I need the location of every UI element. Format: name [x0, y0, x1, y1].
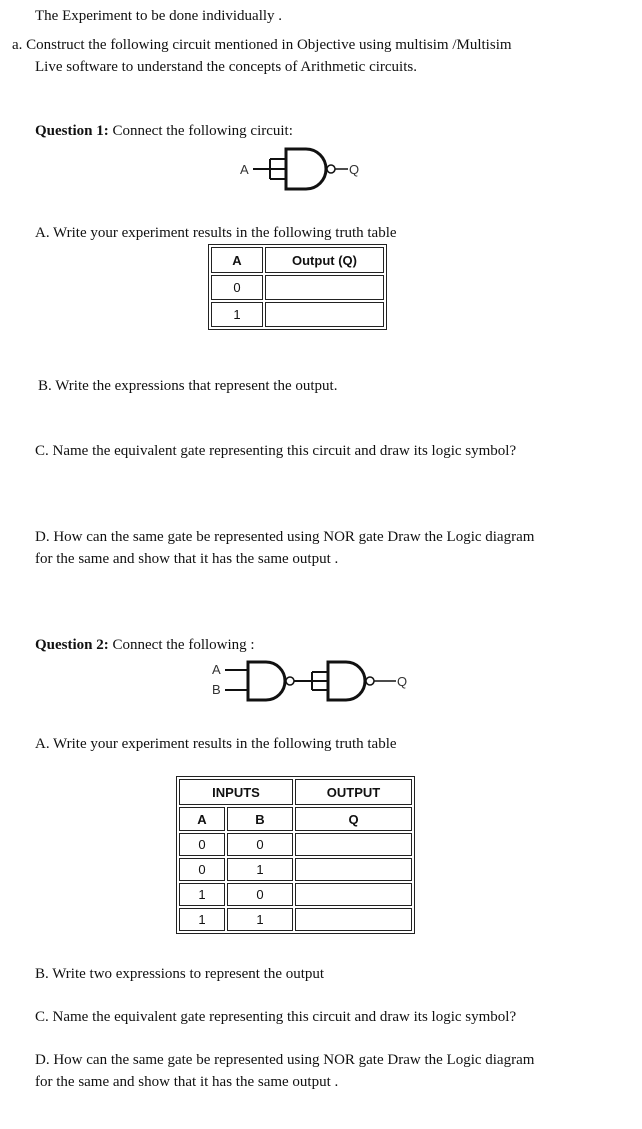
question-2-label: Question 2:	[35, 637, 109, 653]
cell-b: 0	[227, 883, 293, 906]
question-1-part-b: B. Write the expressions that represent the output.	[38, 378, 338, 394]
cell-q[interactable]	[295, 883, 412, 906]
intro-line-2: a. Construct the following circuit mentioned in Objective using multisim /Multisim	[12, 37, 512, 53]
q1-output-q-label: Q	[349, 162, 360, 177]
cell-b: 0	[227, 833, 293, 856]
question-2-part-d-line-1: D. How can the same gate be represented using NOR gate Draw the Logic diagram	[35, 1052, 535, 1068]
q1-nand-gate-body	[286, 149, 326, 189]
cell-b: 1	[227, 908, 293, 931]
cell-a: 1	[211, 302, 263, 327]
question-2-heading	[35, 634, 255, 656]
intro-line-3: Live software to understand the concepts of Arithmetic circuits.	[35, 59, 417, 75]
q2-nand-gate-1-body	[248, 662, 285, 700]
cell-q[interactable]	[295, 858, 412, 881]
q2-nand-gate-2-body	[328, 662, 365, 700]
table-row	[179, 858, 412, 881]
q2-input-b-label: B	[212, 682, 221, 697]
question-1-truth-table	[208, 244, 387, 330]
question-2-truth-table	[176, 776, 415, 934]
question-2-part-a: A. Write your experiment results in the following truth table	[35, 736, 397, 752]
cell-b: 1	[227, 858, 293, 881]
header-a: A	[211, 247, 263, 273]
question-2-part-d-line-2: for the same and show that it has the same output .	[35, 1074, 339, 1090]
question-1-part-a: A. Write your experiment results in the following truth table	[35, 225, 397, 241]
header-inputs: INPUTS	[179, 779, 293, 805]
table-row	[179, 833, 412, 856]
q2-nand-gate-1-bubble	[286, 677, 294, 685]
question-2-part-b: B. Write two expressions to represent the output	[35, 966, 325, 982]
table-row	[179, 883, 412, 906]
cell-a: 0	[211, 275, 263, 300]
header-output-q: Output (Q)	[265, 247, 384, 273]
table-row	[211, 302, 384, 327]
table-header-row	[211, 247, 384, 273]
intro-line-1: The Experiment to be done individually .	[35, 8, 283, 24]
question-2-text: Connect the following :	[108, 637, 255, 653]
question-1-text: Connect the following circuit:	[108, 123, 293, 139]
header-q: Q	[295, 807, 412, 831]
cell-a: 0	[179, 858, 225, 881]
question-1-circuit-diagram	[236, 145, 368, 193]
q1-input-a-label: A	[240, 162, 249, 177]
question-1-part-d-line-1: D. How can the same gate be represented using NOR gate Draw the Logic diagram	[35, 529, 535, 545]
table-row	[179, 908, 412, 931]
header-output: OUTPUT	[295, 779, 412, 805]
q2-nand-gate-2-bubble	[366, 677, 374, 685]
cell-a: 1	[179, 883, 225, 906]
table-row	[211, 275, 384, 300]
cell-output[interactable]	[265, 302, 384, 327]
header-a: A	[179, 807, 225, 831]
question-2-circuit-diagram	[208, 659, 412, 705]
question-1-heading	[35, 120, 293, 142]
question-2-part-c: C. Name the equivalent gate representing this circuit and draw its logic symbol?	[35, 1009, 517, 1025]
question-1-label: Question 1:	[35, 123, 109, 139]
cell-a: 0	[179, 833, 225, 856]
cell-q[interactable]	[295, 908, 412, 931]
q2-input-a-label: A	[212, 662, 221, 677]
table-group-header-row	[179, 779, 412, 805]
table-header-row	[179, 807, 412, 831]
q2-output-q-label: Q	[397, 674, 408, 689]
cell-output[interactable]	[265, 275, 384, 300]
question-1-part-d-line-2: for the same and show that it has the same output .	[35, 551, 339, 567]
header-b: B	[227, 807, 293, 831]
cell-a: 1	[179, 908, 225, 931]
q1-nand-bubble	[327, 165, 335, 173]
cell-q[interactable]	[295, 833, 412, 856]
question-1-part-c: C. Name the equivalent gate representing this circuit and draw its logic symbol?	[35, 443, 517, 459]
